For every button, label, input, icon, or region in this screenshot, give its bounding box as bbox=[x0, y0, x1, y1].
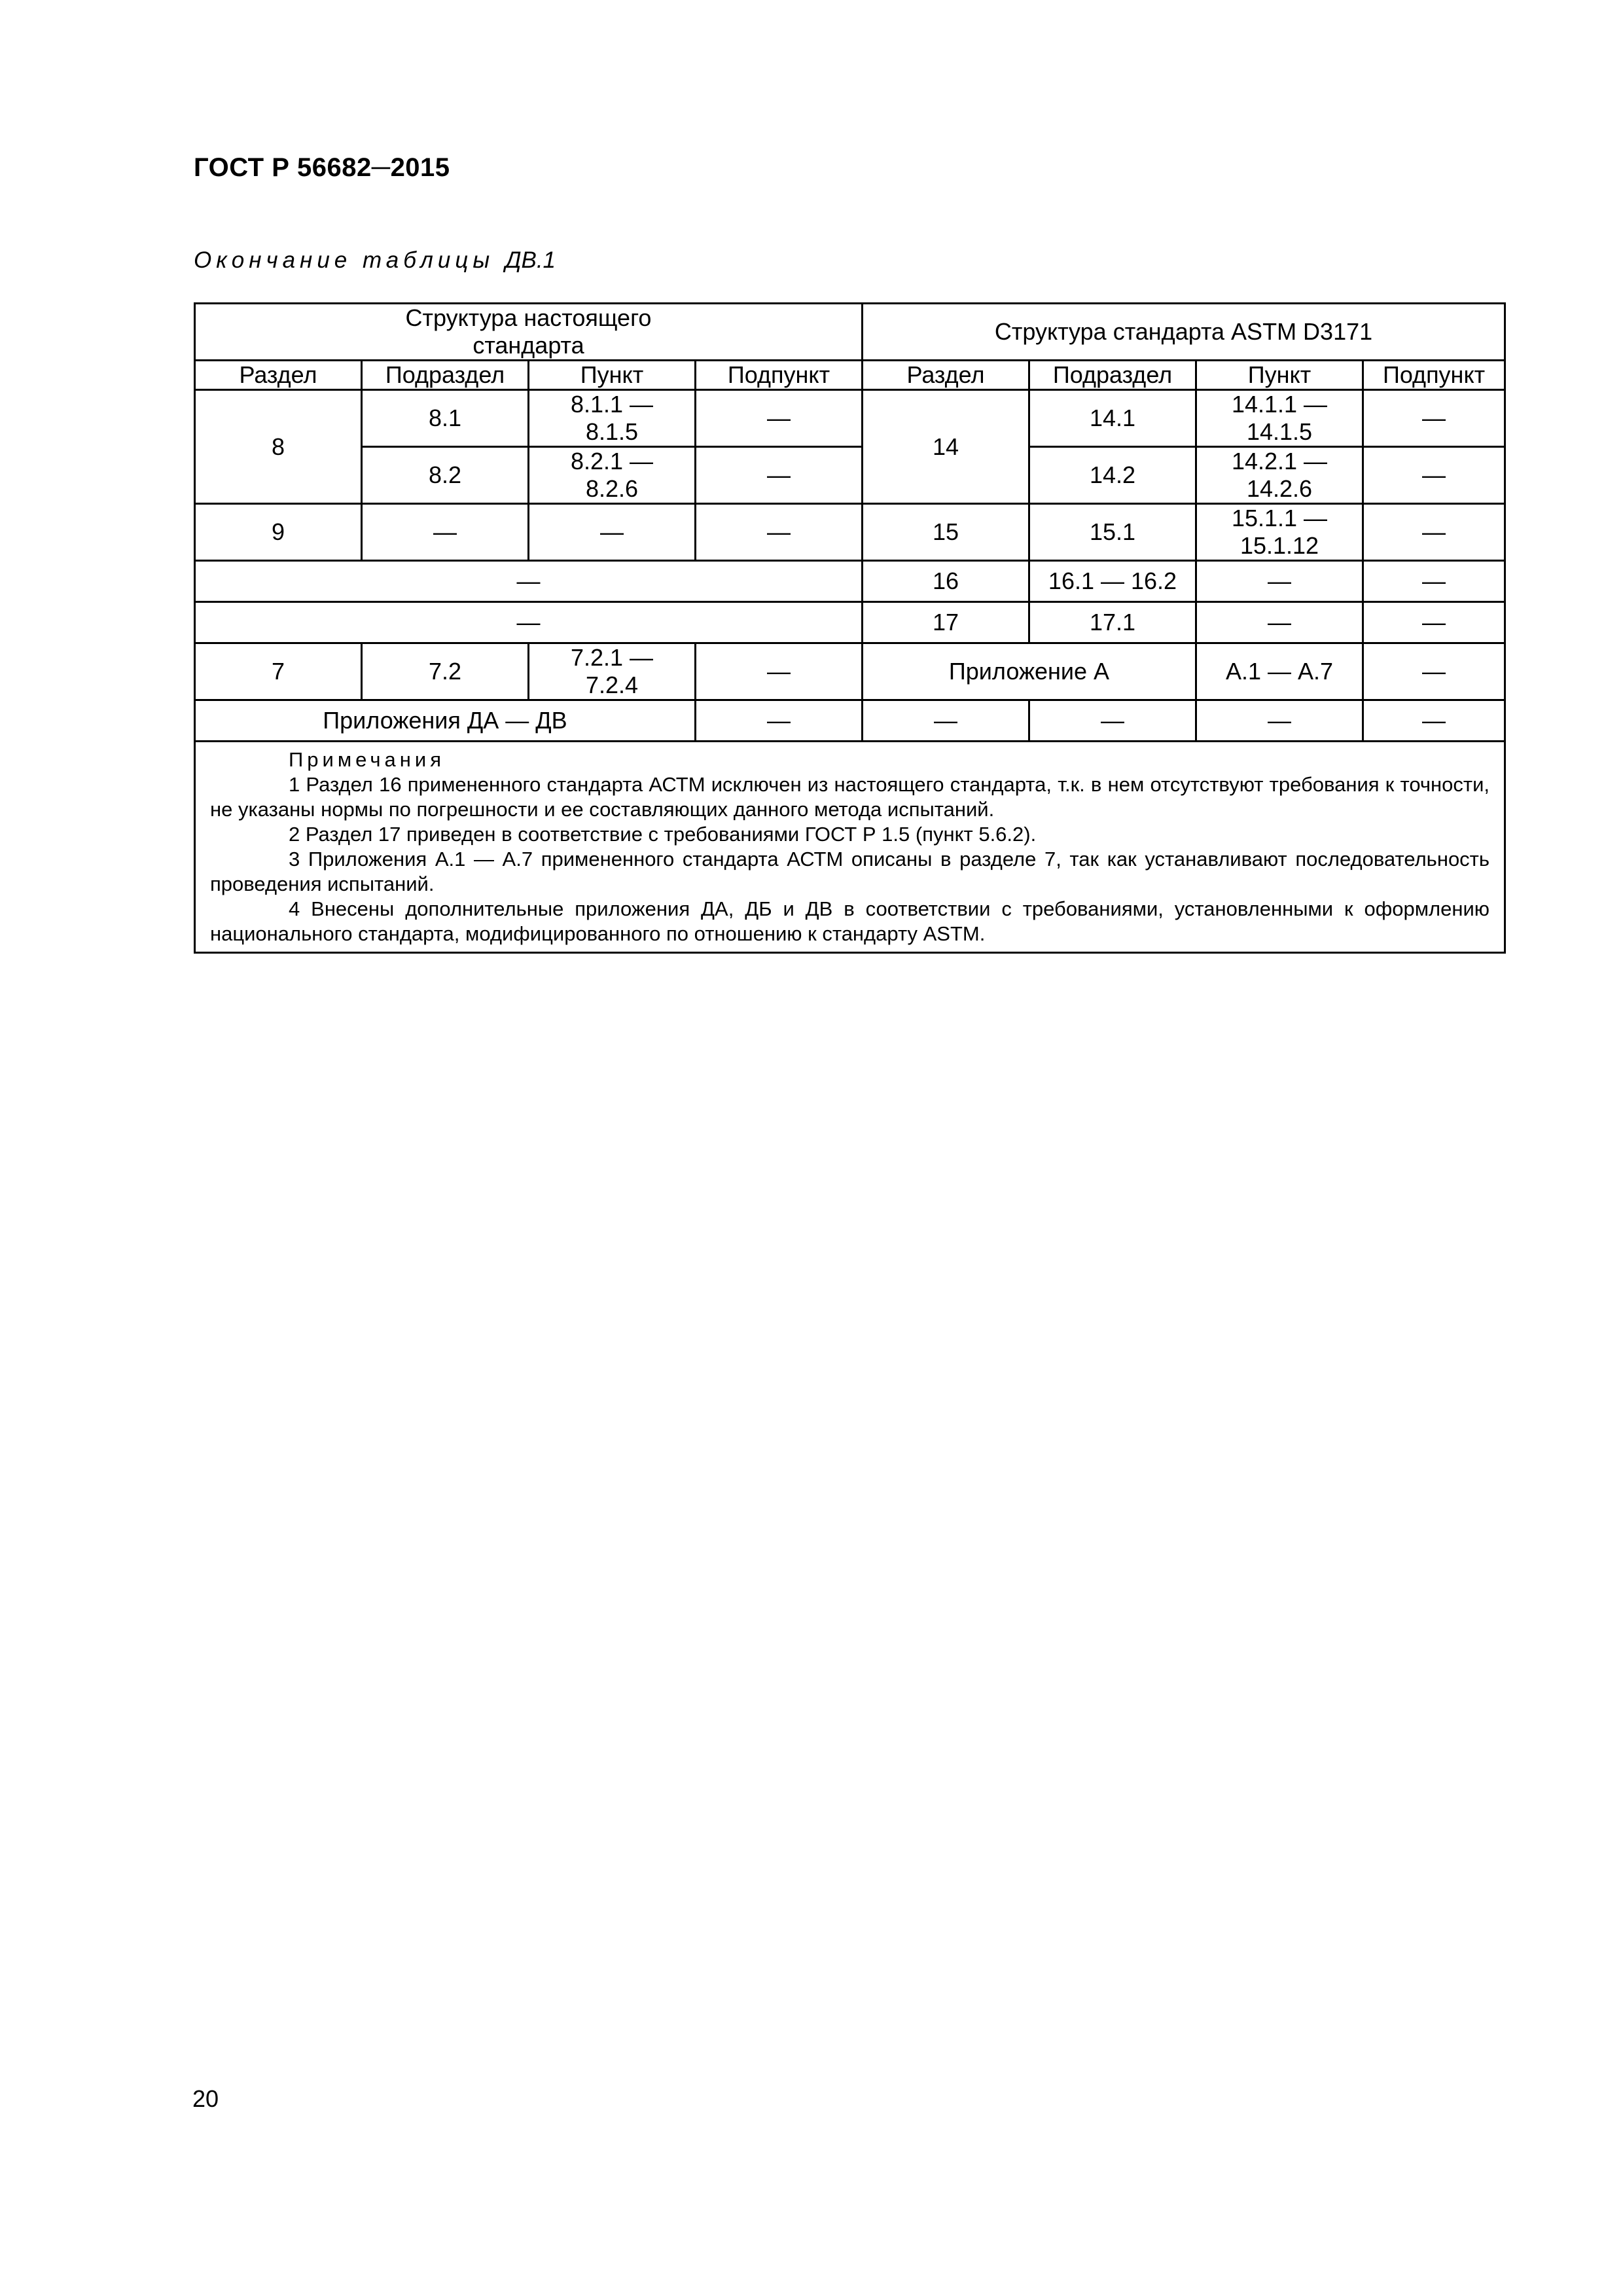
table-notes bbox=[195, 742, 1505, 953]
table-cell: 14 bbox=[863, 390, 1029, 504]
col-header: Раздел bbox=[863, 361, 1029, 390]
table-cell: — bbox=[195, 561, 863, 602]
table-cell: — bbox=[1363, 700, 1505, 742]
table-cell: — bbox=[1363, 447, 1505, 504]
table-notes-row bbox=[195, 742, 1505, 953]
table-cell: 17.1 bbox=[1029, 602, 1196, 643]
table-column-header-row bbox=[195, 361, 1505, 390]
table-cell: — bbox=[696, 700, 863, 742]
table-cell: 9 bbox=[195, 504, 362, 561]
table-cell: — bbox=[696, 643, 863, 700]
table-cell: — bbox=[195, 602, 863, 643]
table-row bbox=[195, 447, 1505, 504]
table-cell: — bbox=[1363, 602, 1505, 643]
table-caption-prefix: Окончание таблицы bbox=[194, 247, 495, 273]
table-cell: — bbox=[1363, 390, 1505, 447]
col-header: Пункт bbox=[1196, 361, 1363, 390]
table-cell: 7 bbox=[195, 643, 362, 700]
table-cell: Приложения ДА — ДВ bbox=[195, 700, 696, 742]
table-cell: — bbox=[1196, 602, 1363, 643]
group-header-this-standard-text: Структура настоящего стандарта bbox=[405, 304, 652, 359]
table-row bbox=[195, 602, 1505, 643]
table-cell: 16.1 — 16.2 bbox=[1029, 561, 1196, 602]
table-cell: — bbox=[696, 447, 863, 504]
table-row bbox=[195, 390, 1505, 447]
table-caption bbox=[194, 247, 556, 274]
note-item: 3 Приложения А.1 — А.7 примененного стандарта АСТМ описаны в разделе 7, так как устанавливают последовательность проведения испытаний. bbox=[210, 848, 1490, 895]
table-cell: 14.2.1 — 14.2.6 bbox=[1196, 447, 1363, 504]
table-cell: — bbox=[1363, 504, 1505, 561]
table-group-header-row bbox=[195, 304, 1505, 361]
table-cell: — bbox=[1029, 700, 1196, 742]
col-header: Пункт bbox=[529, 361, 696, 390]
table-cell: Приложение А bbox=[863, 643, 1196, 700]
table-cell: 8 bbox=[195, 390, 362, 504]
table-caption-number: ДВ.1 bbox=[505, 247, 556, 273]
note-item: 2 Раздел 17 приведен в соответствие с требованиями ГОСТ Р 1.5 (пункт 5.6.2). bbox=[289, 823, 1037, 846]
table-cell: А.1 — А.7 bbox=[1196, 643, 1363, 700]
table-row bbox=[195, 504, 1505, 561]
table-row bbox=[195, 643, 1505, 700]
col-header: Подраздел bbox=[1029, 361, 1196, 390]
table-cell: — bbox=[696, 390, 863, 447]
table-cell: — bbox=[1196, 700, 1363, 742]
col-header: Раздел bbox=[195, 361, 362, 390]
document-code: ГОСТ Р 56682─2015 bbox=[194, 153, 450, 182]
table-cell: — bbox=[1363, 643, 1505, 700]
col-header: Подраздел bbox=[362, 361, 529, 390]
table-cell: — bbox=[362, 504, 529, 561]
page-number: 20 bbox=[192, 2085, 219, 2112]
table-cell: 14.2 bbox=[1029, 447, 1196, 504]
table-cell: 14.1 bbox=[1029, 390, 1196, 447]
table-cell: 8.2 bbox=[362, 447, 529, 504]
col-header: Подпункт bbox=[696, 361, 863, 390]
group-header-astm: Структура стандарта ASTM D3171 bbox=[863, 304, 1505, 361]
table-cell: 8.1 bbox=[362, 390, 529, 447]
structure-comparison-table bbox=[194, 302, 1506, 954]
table-cell: 7.2.1 — 7.2.4 bbox=[529, 643, 696, 700]
table-cell: 15 bbox=[863, 504, 1029, 561]
group-header-this-standard bbox=[195, 304, 863, 361]
notes-title: Примечания bbox=[289, 748, 445, 771]
table-row bbox=[195, 561, 1505, 602]
table-cell: 16 bbox=[863, 561, 1029, 602]
col-header: Подпункт bbox=[1363, 361, 1505, 390]
table-cell: — bbox=[1363, 561, 1505, 602]
table-cell: 15.1.1 — 15.1.12 bbox=[1196, 504, 1363, 561]
table-cell: — bbox=[863, 700, 1029, 742]
table-cell: — bbox=[529, 504, 696, 561]
note-item: 1 Раздел 16 примененного стандарта АСТМ исключен из настоящего стандарта, т.к. в нем отсутствуют требования к точности, не указаны нормы по погрешности и ее составляющих данного метода испытаний. bbox=[210, 773, 1490, 821]
table-cell: 15.1 bbox=[1029, 504, 1196, 561]
note-item: 4 Внесены дополнительные приложения ДА, ДБ и ДВ в соответствии с требованиями, установленными к оформлению национального стандарта, модифицированного по отношению к стандарту ASTM. bbox=[210, 897, 1490, 945]
table-cell: — bbox=[1196, 561, 1363, 602]
table-cell: 17 bbox=[863, 602, 1029, 643]
table-cell: — bbox=[696, 504, 863, 561]
table-cell: 14.1.1 — 14.1.5 bbox=[1196, 390, 1363, 447]
table-row bbox=[195, 700, 1505, 742]
table-cell: 8.1.1 — 8.1.5 bbox=[529, 390, 696, 447]
table-cell: 8.2.1 — 8.2.6 bbox=[529, 447, 696, 504]
table-cell: 7.2 bbox=[362, 643, 529, 700]
